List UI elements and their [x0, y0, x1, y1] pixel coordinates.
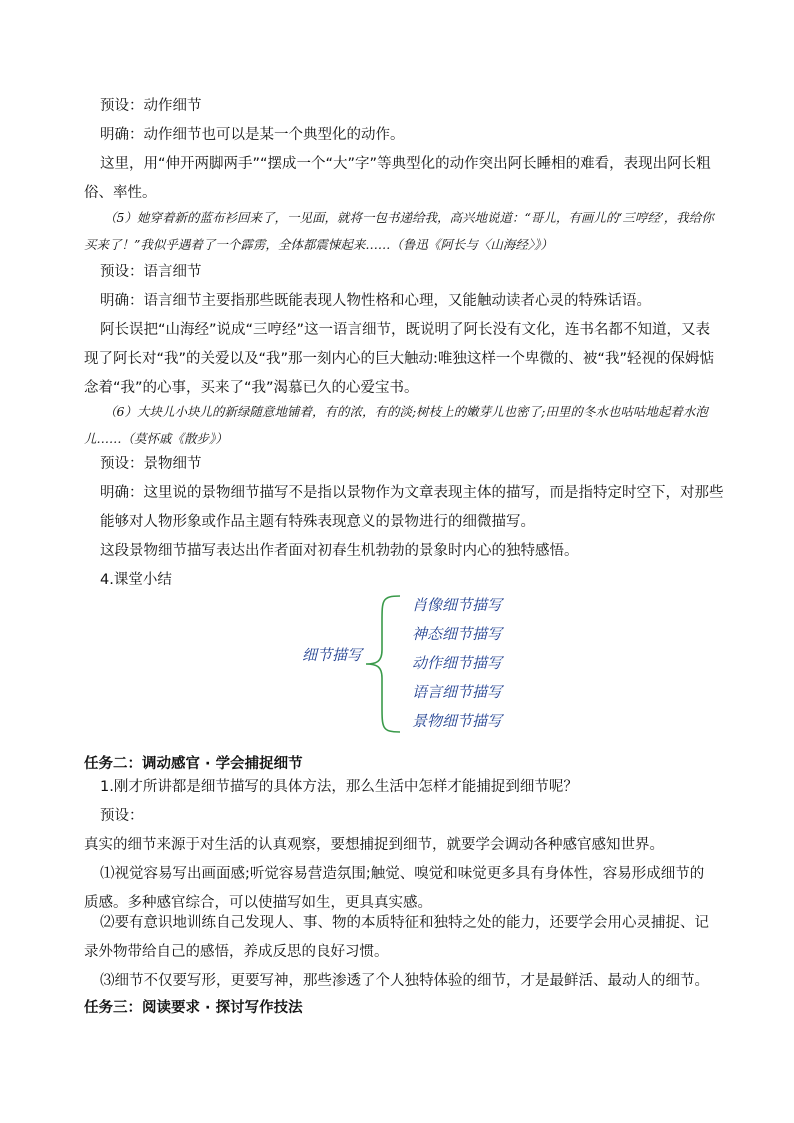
task2-point-3: ⑶细节不仅要写形，更要写神，那些渗透了个人独特体验的细节，才是最鲜活、最动人的细节。 [100, 973, 709, 989]
explain-action-detail: 这里，用“伸开两脚两手”“摆成一个“大”字”等典型化的动作突出阿长睡相的难看，表现出阿长粗俗、率性。 [84, 156, 711, 201]
summary-title: 4.课堂小结 [100, 572, 172, 588]
task2-point-2: ⑵要有意识地训练自己发现人、事、物的本质特征和独特之处的能力，还要学会用心灵捕捉、记录外物带给自己的感悟，养成反思的良好习惯。 [84, 915, 709, 960]
explain-language-detail: 阿长误把“山海经”说成“三哼经”这一语言细节，既说明了阿长没有文化，连书名都不知道，又表现了阿长对“我”的关爱以及“我”那一刻内心的巨大触动:唯独这样一个卑微的、被“我”轻视的保姆惦念着“我”的心事，买来了“我”渴慕已久的心爱宝书。 [84, 322, 714, 396]
task2-heading: 任务二：调动感官 · 学会捕捉细节 [84, 756, 303, 772]
summary-item-language: 语言细节描写 [412, 683, 503, 701]
summary-root: 细节描写 [302, 646, 363, 664]
preset-scenery-detail: 预设：景物细节 [100, 456, 202, 472]
explain-scenery-detail: 这段景物细节描写表达出作者面对初春生机勃勃的景象时内心的独特感悟。 [100, 543, 579, 559]
brace-icon [360, 592, 410, 736]
task2-intro: 真实的细节来源于对生活的认真观察，要想捕捉到细节，就要学会调动各种感官感知世界。 [84, 837, 664, 853]
task2-preset: 预设： [100, 808, 144, 824]
clarify-scenery-detail: 明确：这里说的景物细节描写不是指以景物作为文章表现主体的描写，而是指特定时空下，对那些能够对人物形象或作品主题有特殊表现意义的景物进行的细微描写。 [100, 485, 724, 530]
preset-action-detail: 预设：动作细节 [100, 98, 202, 114]
summary-item-expression: 神态细节描写 [412, 625, 503, 643]
summary-item-scenery: 景物细节描写 [412, 712, 503, 730]
clarify-action-detail: 明确：动作细节也可以是某一个典型化的动作。 [100, 127, 405, 143]
summary-item-action: 动作细节描写 [412, 654, 503, 672]
task2-point-1: ⑴视觉容易写出画面感;听觉容易营造氛围;触觉、嗅觉和味觉更多具有身体性，容易形成细节的质感。多种感官综合，可以使描写如生，更具真实感。 [84, 866, 705, 911]
summary-item-portrait: 肖像细节描写 [412, 596, 503, 614]
task2-question: 1.刚才所讲都是细节描写的具体方法，那么生活中怎样才能捕捉到细节呢？ [100, 779, 578, 795]
quote-6: （6）大块儿小块儿的新绿随意地铺着，有的浓，有的淡;树枝上的嫩芽儿也密了;田里的冬水也咕咕地起着水泡儿……（莫怀戚《散步》） [84, 404, 708, 446]
summary-diagram [296, 592, 536, 736]
clarify-language-detail: 明确：语言细节主要指那些既能表现人物性格和心理，又能触动读者心灵的特殊话语。 [100, 293, 651, 309]
preset-language-detail: 预设：语言细节 [100, 264, 202, 280]
quote-5: （5）她穿着新的蓝布衫回来了，一见面，就将一包书递给我，高兴地说道：“哥儿，有画儿的‘三哼经’，我给你买来了！”我似乎遇着了一个霹雳，全体都震悚起来……（鲁迅《阿长与〈山海经〉》） [84, 210, 714, 252]
task3-heading: 任务三：阅读要求 · 探讨写作技法 [84, 1000, 303, 1016]
